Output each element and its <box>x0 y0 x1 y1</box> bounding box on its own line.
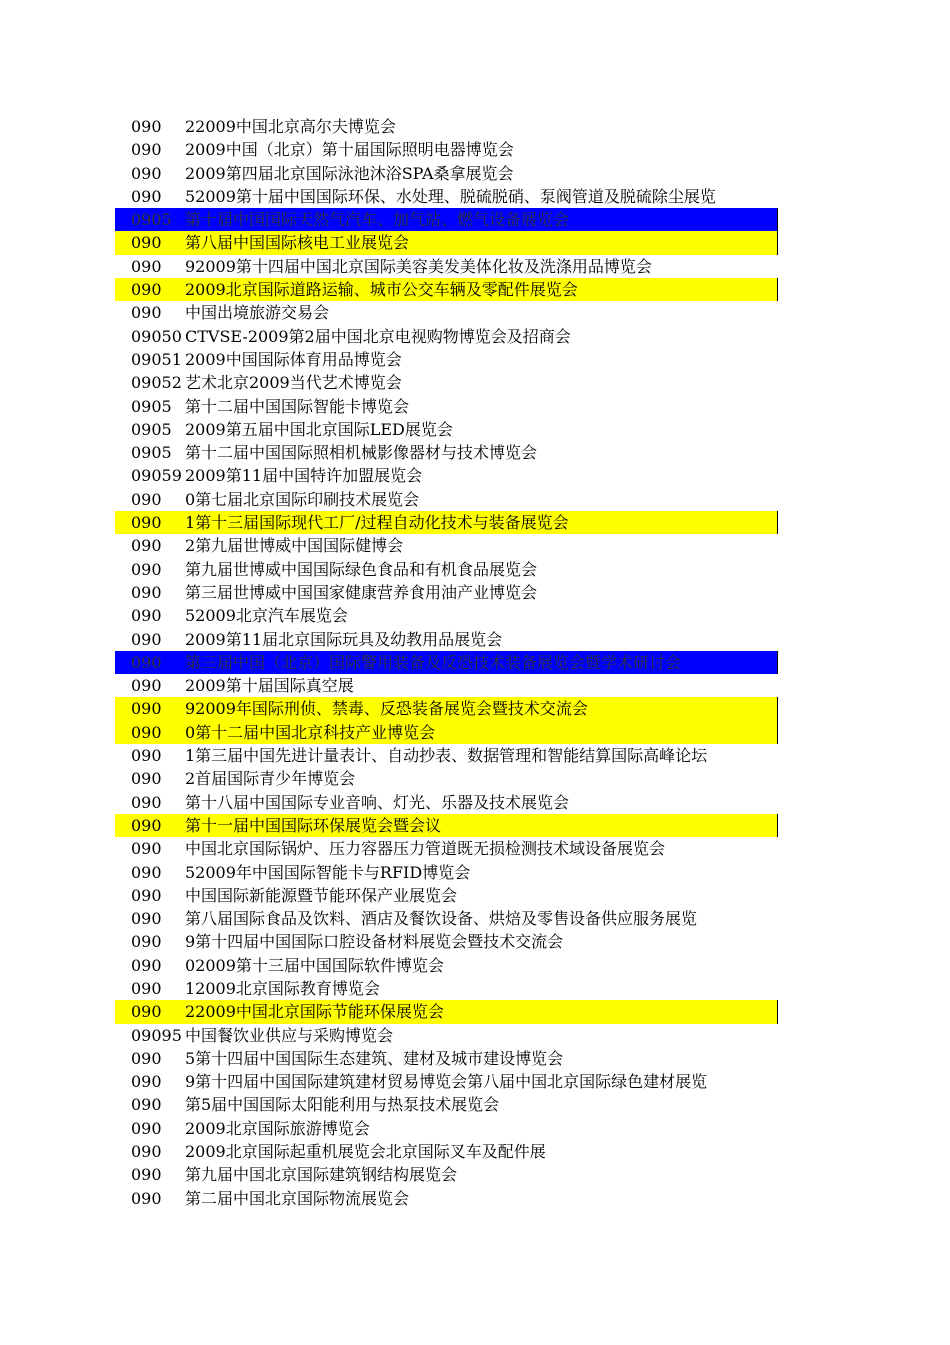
exhibition-name: 52009年中国国际智能卡与RFID博览会 <box>185 862 471 882</box>
exhibition-name: CTVSE-2009第2届中国北京电视购物博览会及招商会 <box>185 326 571 346</box>
exhibition-code: 090 <box>131 1188 162 1208</box>
list-item <box>0 1140 950 1163</box>
exhibition-code: 090 <box>131 256 162 276</box>
list-item <box>0 1000 950 1023</box>
list-item <box>0 1187 950 1210</box>
list-item <box>0 162 950 185</box>
exhibition-name: 第九届世博威中国国际绿色食品和有机食品展览会 <box>185 559 538 579</box>
exhibition-code: 09050 <box>131 326 182 346</box>
list-item <box>0 138 950 161</box>
exhibition-code: 090 <box>131 815 162 835</box>
exhibition-code: 090 <box>131 1142 162 1162</box>
list-item <box>0 977 950 1000</box>
exhibition-name: 艺术北京2009当代艺术博览会 <box>185 373 402 393</box>
exhibition-code: 090 <box>131 559 162 579</box>
exhibition-code: 09052 <box>131 373 182 393</box>
exhibition-code: 090 <box>131 1048 162 1068</box>
exhibition-name: 2009中国国际体育用品博览会 <box>185 349 402 369</box>
list-item <box>0 884 950 907</box>
exhibition-name: 2009北京国际道路运输、城市公交车辆及零配件展览会 <box>185 280 578 300</box>
exhibition-code: 090 <box>131 746 162 766</box>
exhibition-code: 090 <box>131 1095 162 1115</box>
exhibition-name: 2009第11届北京国际玩具及幼教用品展览会 <box>185 629 503 649</box>
exhibition-name: 第三届世博威中国国家健康营养食用油产业博览会 <box>185 582 538 602</box>
list-item <box>0 1047 950 1070</box>
exhibition-code: 090 <box>131 1165 162 1185</box>
list-item <box>0 930 950 953</box>
exhibition-name: 9第十四届中国国际建筑建材贸易博览会第八届中国北京国际绿色建材展览 <box>185 1072 708 1092</box>
exhibition-code: 090 <box>131 536 162 556</box>
list-item <box>0 744 950 767</box>
exhibition-name: 52009北京汽车展览会 <box>185 606 348 626</box>
exhibition-list <box>0 115 950 1210</box>
exhibition-code: 090 <box>131 280 162 300</box>
exhibition-code: 090 <box>131 1118 162 1138</box>
exhibition-name: 2009中国（北京）第十届国际照明电器博览会 <box>185 140 514 160</box>
list-item <box>0 721 950 744</box>
list-item <box>0 814 950 837</box>
exhibition-code: 090 <box>131 652 162 672</box>
exhibition-code: 090 <box>131 582 162 602</box>
list-item <box>0 441 950 464</box>
list-item <box>0 1070 950 1093</box>
list-item <box>0 604 950 627</box>
exhibition-name: 9第十四届中国国际口腔设备材料展览会暨技术交流会 <box>185 932 564 952</box>
exhibition-name: 中国北京国际锅炉、压力容器压力管道既无损检测技术域设备展览会 <box>185 839 666 859</box>
list-item <box>0 371 950 394</box>
exhibition-name: 22009中国北京高尔夫博览会 <box>185 117 396 136</box>
list-item <box>0 418 950 441</box>
list-item <box>0 1117 950 1140</box>
list-item <box>0 511 950 534</box>
exhibition-code: 090 <box>131 676 162 696</box>
list-item <box>0 628 950 651</box>
exhibition-name: 中国餐饮业供应与采购博览会 <box>185 1025 394 1045</box>
exhibition-code: 09051 <box>131 349 182 369</box>
exhibition-name: 第十届中国国际天然气汽车、加气站、燃气设备展览会 <box>185 210 570 230</box>
exhibition-code: 090 <box>131 839 162 859</box>
exhibition-name: 第八届中国国际核电工业展览会 <box>185 233 410 253</box>
exhibition-code: 090 <box>131 513 162 533</box>
exhibition-code: 090 <box>131 163 162 183</box>
exhibition-code: 090 <box>131 489 162 509</box>
exhibition-name: 第5届中国国际太阳能利用与热泵技术展览会 <box>185 1095 500 1115</box>
exhibition-code: 090 <box>131 629 162 649</box>
list-item <box>0 767 950 790</box>
exhibition-name: 第三届中国（北京）国际警用装备及反恐技术装备展览会暨学术研讨会 <box>185 652 682 672</box>
exhibition-name: 2009第十届国际真空展 <box>185 676 354 696</box>
exhibition-code: 090 <box>131 978 162 998</box>
list-item <box>0 697 950 720</box>
exhibition-code: 090 <box>131 909 162 929</box>
list-item <box>0 651 950 674</box>
exhibition-code: 090 <box>131 699 162 719</box>
exhibition-code: 0905 <box>131 443 172 463</box>
list-item <box>0 208 950 231</box>
exhibition-name: 0第七届北京国际印刷技术展览会 <box>185 489 420 509</box>
exhibition-name: 第九届中国北京国际建筑钢结构展览会 <box>185 1165 458 1185</box>
list-item <box>0 1093 950 1116</box>
list-item <box>0 861 950 884</box>
list-item <box>0 581 950 604</box>
exhibition-code: 090 <box>131 140 162 160</box>
list-item <box>0 488 950 511</box>
exhibition-code: 090 <box>131 792 162 812</box>
exhibition-code: 09095 <box>131 1025 182 1045</box>
exhibition-name: 第十二届中国国际智能卡博览会 <box>185 396 410 416</box>
exhibition-name: 第十二届中国国际照相机械影像器材与技术博览会 <box>185 443 538 463</box>
exhibition-code: 090 <box>131 862 162 882</box>
list-item <box>0 1024 950 1047</box>
list-item <box>0 907 950 930</box>
exhibition-code: 090 <box>131 117 162 136</box>
exhibition-code: 090 <box>131 885 162 905</box>
exhibition-name: 22009中国北京国际节能环保展览会 <box>185 1002 444 1022</box>
exhibition-name: 2009第四届北京国际泳池沐浴SPA桑拿展览会 <box>185 163 514 183</box>
exhibition-name: 92009年国际刑侦、禁毒、反恐装备展览会暨技术交流会 <box>185 699 588 719</box>
exhibition-name: 52009第十届中国国际环保、水处理、脱硫脱硝、泵阀管道及脱硫除尘展览 <box>185 186 716 206</box>
exhibition-code: 0905 <box>131 210 172 230</box>
exhibition-name: 1第十三届国际现代工厂/过程自动化技术与装备展览会 <box>185 513 569 533</box>
exhibition-code: 090 <box>131 1072 162 1092</box>
list-item <box>0 115 950 138</box>
list-item <box>0 791 950 814</box>
list-item <box>0 348 950 371</box>
exhibition-name: 5第十四届中国国际生态建筑、建材及城市建设博览会 <box>185 1048 564 1068</box>
exhibition-name: 第十八届中国国际专业音响、灯光、乐器及技术展览会 <box>185 792 570 812</box>
list-item <box>0 954 950 977</box>
exhibition-code: 090 <box>131 186 162 206</box>
exhibition-code: 090 <box>131 606 162 626</box>
list-item <box>0 278 950 301</box>
exhibition-name: 第十一届中国国际环保展览会暨会议 <box>185 815 442 835</box>
exhibition-name: 1第三届中国先进计量表计、自动抄表、数据管理和智能结算国际高峰论坛 <box>185 746 708 766</box>
exhibition-name: 92009第十四届中国北京国际美容美发美体化妆及洗涤用品博览会 <box>185 256 652 276</box>
exhibition-code: 09059 <box>131 466 182 486</box>
exhibition-code: 090 <box>131 1002 162 1022</box>
list-item <box>0 837 950 860</box>
exhibition-code: 090 <box>131 769 162 789</box>
list-item <box>0 674 950 697</box>
exhibition-name: 12009北京国际教育博览会 <box>185 978 380 998</box>
list-item <box>0 255 950 278</box>
exhibition-name: 02009第十三届中国国际软件博览会 <box>185 955 444 975</box>
exhibition-name: 第二届中国北京国际物流展览会 <box>185 1188 410 1208</box>
exhibition-name: 2009第五届中国北京国际LED展览会 <box>185 419 453 439</box>
exhibition-code: 090 <box>131 303 162 323</box>
exhibition-name: 中国出境旅游交易会 <box>185 303 330 323</box>
exhibition-name: 中国国际新能源暨节能环保产业展览会 <box>185 885 458 905</box>
exhibition-name: 2009第11届中国特许加盟展览会 <box>185 466 423 486</box>
exhibition-name: 2009北京国际起重机展览会北京国际叉车及配件展 <box>185 1142 546 1162</box>
list-item <box>0 558 950 581</box>
exhibition-name: 第八届国际食品及饮料、酒店及餐饮设备、烘焙及零售设备供应服务展览 <box>185 909 698 929</box>
list-item <box>0 301 950 324</box>
list-item <box>0 185 950 208</box>
exhibition-name: 0第十二届中国北京科技产业博览会 <box>185 722 436 742</box>
exhibition-code: 0905 <box>131 396 172 416</box>
list-item <box>0 325 950 348</box>
exhibition-name: 2009北京国际旅游博览会 <box>185 1118 370 1138</box>
exhibition-name: 2首届国际青少年博览会 <box>185 769 356 789</box>
exhibition-code: 090 <box>131 955 162 975</box>
exhibition-code: 090 <box>131 233 162 253</box>
list-item <box>0 395 950 418</box>
exhibition-code: 0905 <box>131 419 172 439</box>
exhibition-code: 090 <box>131 722 162 742</box>
list-item <box>0 231 950 254</box>
list-item <box>0 1163 950 1186</box>
exhibition-code: 090 <box>131 932 162 952</box>
list-item <box>0 534 950 557</box>
list-item <box>0 464 950 487</box>
exhibition-name: 2第九届世博威中国国际健博会 <box>185 536 404 556</box>
